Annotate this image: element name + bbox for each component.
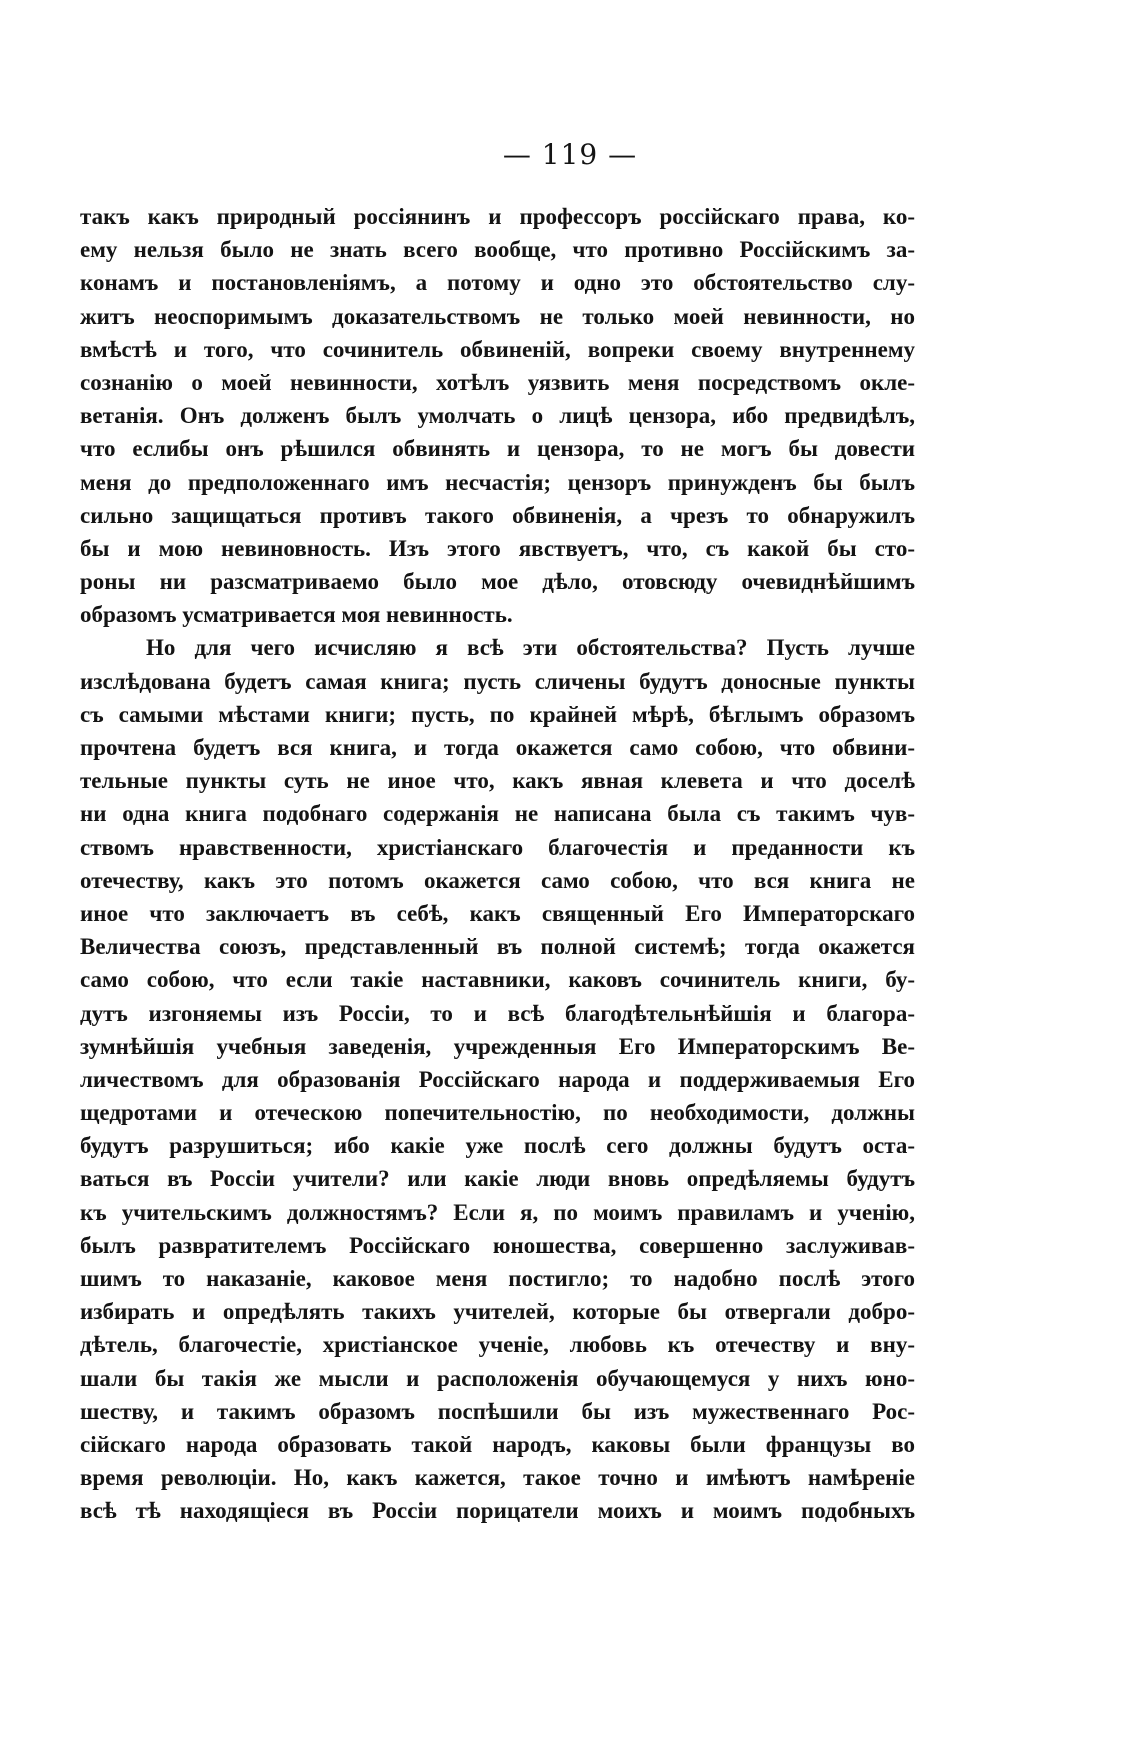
text-line: дутъ изгоняемы изъ Россіи, то и всѣ благодѣтельнѣйшія и благора- xyxy=(80,1000,915,1026)
text-line: зумнѣйшія учебныя заведенія, учрежденныя Его Императорскимъ Ве- xyxy=(80,1033,915,1059)
text-line: дѣтель, благочестіе, христіанское ученіе, любовь къ отечеству и вну- xyxy=(80,1332,915,1358)
text-line: прочтена будетъ вся книга, и тогда окажется само собою, что обвини- xyxy=(80,735,915,760)
text-line: житъ неоспоримымъ доказательствомъ не только моей невинности, но xyxy=(80,303,915,329)
text-line: шеству, и такимъ образомъ поспѣшили бы изъ мужественнаго Рос- xyxy=(80,1398,915,1424)
text-line: ему нельзя было не знать всего вообще, что противно Россійскимъ за- xyxy=(80,237,915,263)
text-line: избирать и опредѣлять такихъ учителей, которые бы отвергали добро- xyxy=(80,1299,915,1325)
text-line: съ самыми мѣстами книги; пусть, по крайней мѣрѣ, бѣглымъ образомъ xyxy=(80,701,915,727)
text-line: образомъ усматривается моя невинность. xyxy=(80,602,513,628)
text-line: Но для чего исчисляю я всѣ эти обстоятельства? Пусть лучше xyxy=(146,635,915,661)
text-line: такъ какъ природный россіянинъ и профессоръ россійскаго права, ко- xyxy=(80,204,915,229)
text-line: всѣ тѣ находящіеся въ Россіи порицатели моихъ и моимъ подобныхъ xyxy=(80,1498,915,1524)
page-number: — 119 — xyxy=(502,138,638,171)
text-line: къ учительскимъ должностямъ? Если я, по моимъ правиламъ и ученію, xyxy=(80,1199,915,1225)
text-line: изслѣдована будетъ самая книга; пусть сличены будутъ доносные пункты xyxy=(80,668,915,694)
text-block xyxy=(80,200,915,1528)
text-line: ветанія. Онъ долженъ былъ умолчать о лицѣ цензора, ибо предвидѣлъ, xyxy=(80,403,915,429)
text-line: шали бы такія же мысли и расположенія обучающемуся у нихъ юно- xyxy=(80,1365,915,1391)
text-line: личествомъ для образованія Россійскаго народа и поддерживаемыя Его xyxy=(80,1066,915,1092)
text-line: само собою, что если такіе наставники, каковъ сочинитель книги, бу- xyxy=(80,967,915,993)
text-line: сильно защищаться противъ такого обвиненія, а чрезъ то обнаружилъ xyxy=(80,502,915,528)
text-line: роны ни разсматриваемо было мое дѣло, отовсюду очевиднѣйшимъ xyxy=(80,569,915,595)
text-line: иное что заключаетъ въ себѣ, какъ священный Его Императорскаго xyxy=(80,900,915,926)
text-line: Величества союзъ, представленный въ полной системѣ; тогда окажется xyxy=(80,934,915,960)
paragraph xyxy=(80,631,915,1527)
text-line: сознанію о моей невинности, хотѣлъ уязвить меня посредствомъ окле- xyxy=(80,369,915,395)
text-line: ствомъ нравственности, христіанскаго благочестія и преданности къ xyxy=(80,834,915,860)
text-line: конамъ и постановленіямъ, а потому и одно это обстоятельство слу- xyxy=(80,270,915,296)
text-line: ваться въ Россіи учители? или какіе люди вновь опредѣляемы будутъ xyxy=(80,1166,915,1192)
text-line: сійскаго народа образовать такой народъ, каковы были французы во xyxy=(80,1431,915,1457)
text-line: тельные пункты суть не иное что, какъ явная клевета и что доселѣ xyxy=(80,768,915,794)
text-line: что еслибы онъ рѣшился обвинять и цензора, то не могъ бы довести xyxy=(80,436,915,462)
text-line: будутъ разрушиться; ибо какіе уже послѣ сего должны будутъ оста- xyxy=(80,1133,915,1159)
text-line: отечеству, какъ это потомъ окажется само собою, что вся книга не xyxy=(80,867,915,893)
text-line: шимъ то наказаніе, каковое меня постигло; то надобно послѣ этого xyxy=(80,1266,915,1291)
paragraph xyxy=(80,200,915,631)
text-line: ни одна книга подобнаго содержанія не написана была съ такимъ чув- xyxy=(80,801,915,827)
text-line: время революціи. Но, какъ кажется, такое точно и имѣютъ намѣреніе xyxy=(80,1465,915,1491)
text-line: вмѣстѣ и того, что сочинитель обвиненій, вопреки своему внутреннему xyxy=(80,336,915,362)
text-line: меня до предположеннаго имъ несчастія; цензоръ принужденъ бы былъ xyxy=(80,469,915,495)
text-line: бы и мою невиновность. Изъ этого явствуетъ, что, съ какой бы сто- xyxy=(80,535,915,561)
text-line: былъ развратителемъ Россійскаго юношества, совершенно заслуживав- xyxy=(80,1232,915,1258)
text-line: щедротами и отеческою попечительностію, по необходимости, должны xyxy=(80,1100,915,1126)
